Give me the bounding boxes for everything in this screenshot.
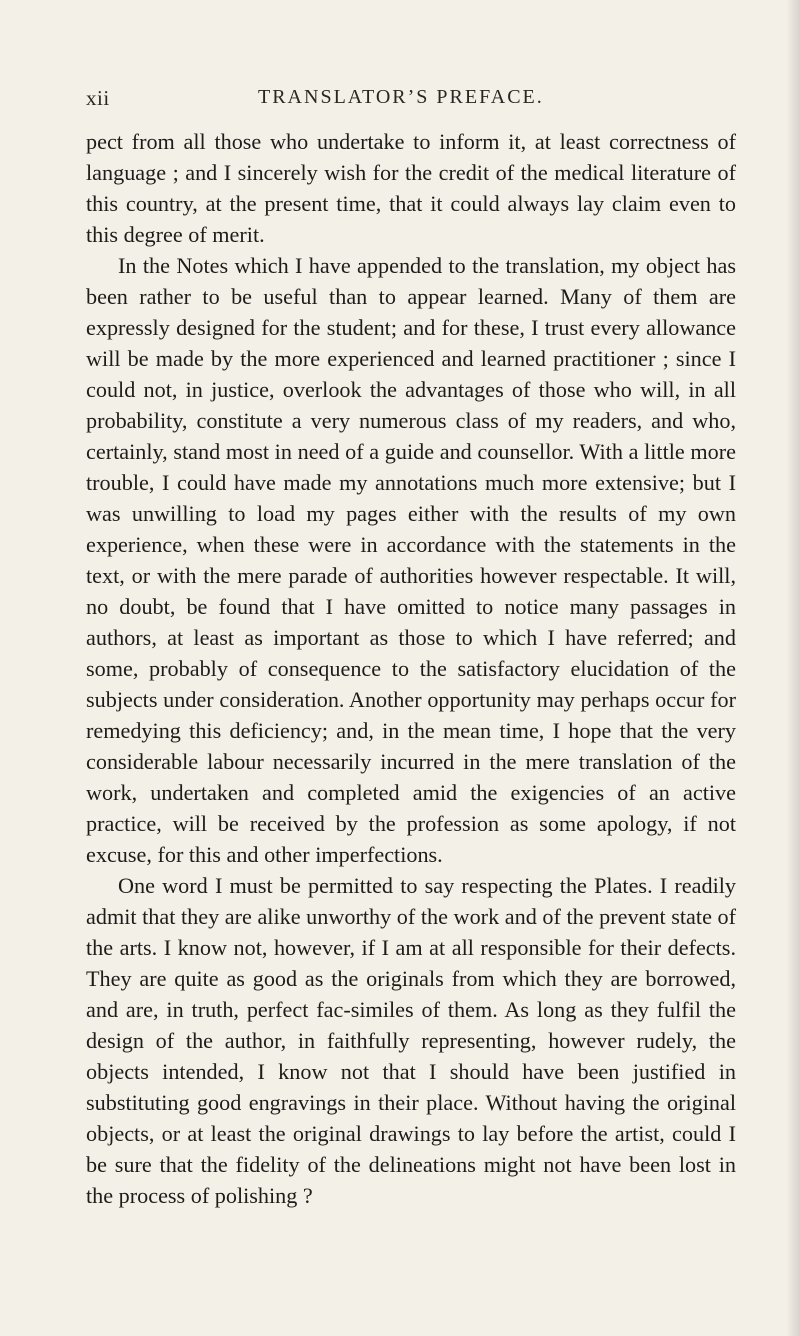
paragraph-plates: One word I must be permitted to say respecting the Plates. I readily admit that they are alike unworthy of the work and of the prevent state of the arts. I know not, however, if I am at all responsible for their defects. They are quite as good as the originals from which they are borrowed, and are, in truth, perfect fac-similes of them. As long as they fulfil the design of the author, in faithfully representing, however rudely, the objects intended, I know not that I should have been justified in substituting good engravings in their place. Without having the original objects, or at least the original drawings to lay before the artist, could I be sure that the fidelity of the delineations might not have been lost in the process of polishing ? — [86, 873, 736, 1208]
paragraph-continuation: pect from all those who undertake to inform it, at least correctness of language ; and I sincerely wish for the credit of the medical literature of this country, at the present time, that it could always lay claim even to this degree of merit. — [86, 129, 736, 247]
page-number: xii — [86, 86, 110, 110]
page-edge-shadow — [786, 0, 800, 1336]
body-text — [86, 126, 736, 1211]
running-head: TRANSLATOR’S PREFACE. — [258, 86, 544, 108]
page-header — [86, 86, 736, 116]
paragraph-notes: In the Notes which I have appended to the translation, my object has been rather to be useful than to appear learned. Many of them are expressly designed for the student; and for these, I trust every allowance will be made by the more experienced and learned practitioner ; since I could not, in justice, overlook the advantages of those who will, in all probability, constitute a very numerous class of my readers, and who, certainly, stand most in need of a guide and counsellor. With a little more trouble, I could have made my annotations much more extensive; but I was unwilling to load my pages either with the results of my own experience, when these were in accordance with the statements in the text, or with the mere parade of authorities however respectable. It will, no doubt, be found that I have omitted to notice many passages in authors, at least as important as those to which I have referred; and some, probably of consequence to the satisfactory elucidation of the subjects under consideration. Another opportunity may perhaps occur for remedying this deficiency; and, in the mean time, I hope that the very considerable labour necessarily incurred in the mere translation of the work, undertaken and completed amid the exigencies of an active practice, will be received by the profession as some apology, if not excuse, for this and other imperfections. — [86, 253, 736, 867]
